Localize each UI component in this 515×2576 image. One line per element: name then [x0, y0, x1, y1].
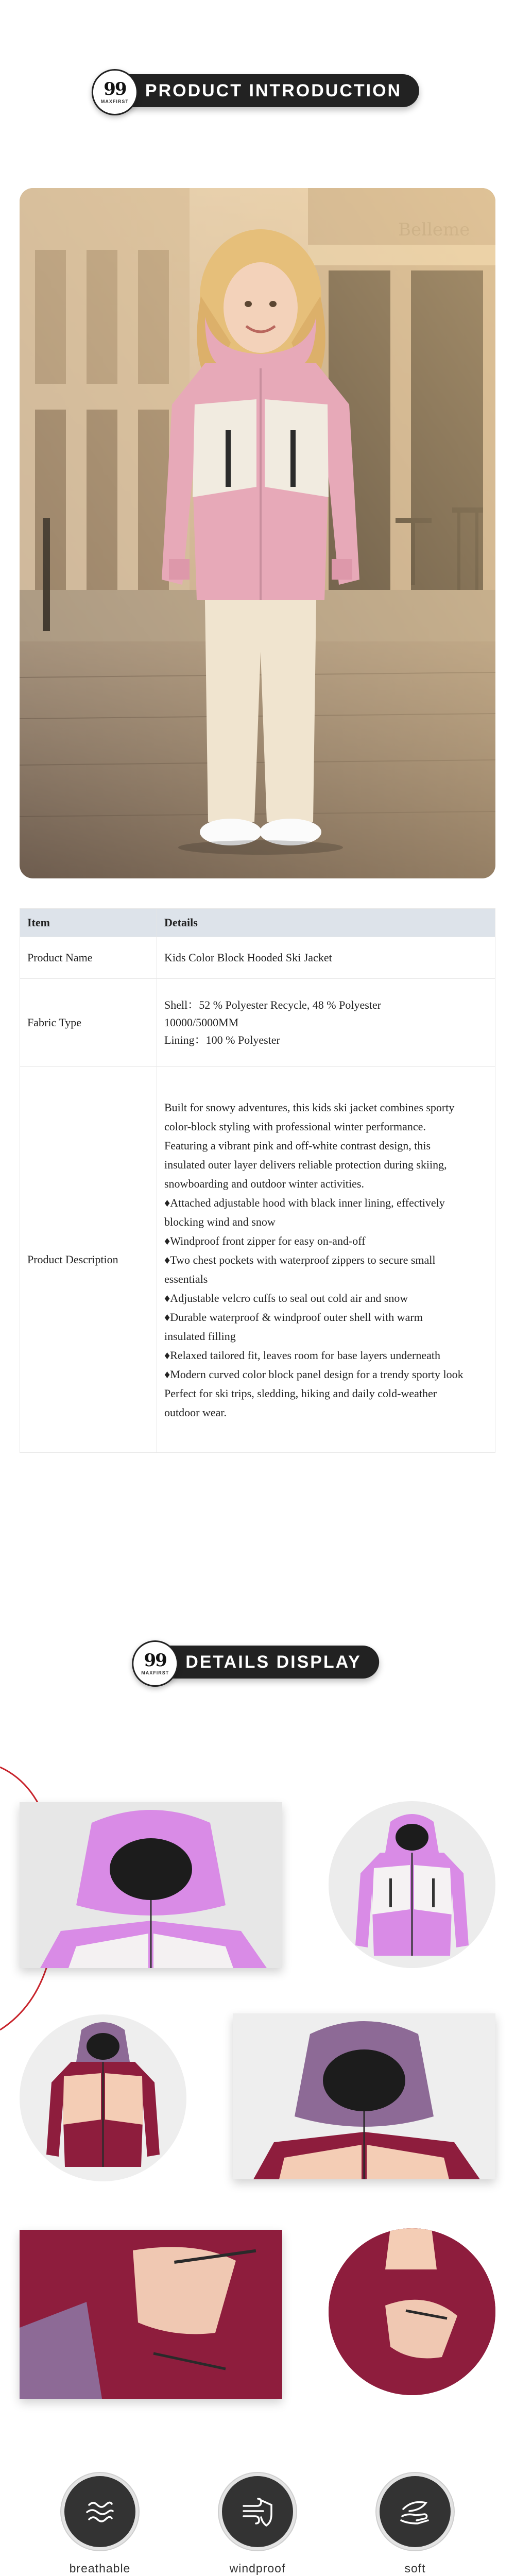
feature-windproof	[206, 2473, 309, 2575]
feature-label: breathable	[69, 2562, 131, 2575]
brand-logo-number: 99	[104, 79, 126, 99]
description-line: blocking wind and snow	[164, 1215, 276, 1228]
header-item: Item	[20, 909, 157, 937]
brand-logo-text: MAXFIRST	[100, 99, 129, 104]
section-badge-intro	[96, 72, 419, 109]
hero-illustration	[20, 188, 495, 878]
product-name-value: Kids Color Block Hooded Ski Jacket	[157, 937, 495, 979]
waves-icon	[61, 2473, 139, 2550]
brand-logo	[92, 69, 138, 115]
table-row-product-name	[20, 937, 495, 979]
feature-soft	[364, 2473, 467, 2575]
fabric-type-label: Fabric Type	[20, 979, 157, 1067]
description-line: ♦Windproof front zipper for easy on-and-off	[164, 1234, 366, 1247]
spec-table	[20, 908, 495, 1453]
description-line: snowboarding and outdoor winter activities.	[164, 1177, 364, 1190]
fabric-line: Lining：100 % Polyester	[164, 1033, 280, 1046]
detail-photo-lilac-jacket	[329, 1801, 495, 1968]
section-title-intro	[96, 74, 419, 107]
description-line: ♦Attached adjustable hood with black inner lining, effectively	[164, 1196, 445, 1209]
feature-label: soft	[404, 2562, 426, 2575]
detail-photo-pocket	[20, 2230, 282, 2399]
spec-table-header	[20, 909, 495, 937]
section-title-text: PRODUCT INTRODUCTION	[145, 80, 402, 100]
description-line: insulated outer layer delivers reliable protection during skiing,	[164, 1158, 447, 1171]
header-details: Details	[157, 909, 495, 937]
description-line: outdoor wear.	[164, 1405, 227, 1419]
wind-shield-icon	[219, 2473, 296, 2550]
fabric-type-value	[157, 979, 495, 1067]
section-badge-details	[136, 1643, 379, 1681]
detail-photo-burgundy-jacket	[20, 2014, 186, 2181]
detail-photo-lilac-hood	[20, 1802, 282, 1968]
product-name-label: Product Name	[20, 937, 157, 979]
fabric-line: Shell：52 % Polyester Recycle, 48 % Polyester	[164, 998, 381, 1011]
description-line: ♦Adjustable velcro cuffs to seal out cold air and snow	[164, 1291, 408, 1304]
feature-label: windproof	[229, 2562, 286, 2575]
detail-photo-cuff	[329, 2228, 495, 2395]
fabric-line: 10000/5000MM	[164, 1016, 239, 1029]
table-row-product-description	[20, 1067, 495, 1453]
section-title-details	[136, 1646, 379, 1679]
description-line: Built for snowy adventures, this kids ski jacket combines sporty	[164, 1100, 455, 1114]
hero-product-photo	[20, 188, 495, 878]
description-line: Perfect for ski trips, sledding, hiking and daily cold-weather	[164, 1386, 437, 1400]
detail-photo-purple-hood	[233, 2013, 495, 2179]
description-line: ♦Durable waterproof & windproof outer shell with warm	[164, 1310, 423, 1324]
soft-feather-hand-icon	[376, 2473, 454, 2550]
product-description-value	[157, 1067, 495, 1453]
feature-breathable	[48, 2473, 151, 2575]
description-line: ♦Two chest pockets with waterproof zippers to secure small	[164, 1253, 436, 1266]
description-line: insulated filling	[164, 1329, 236, 1343]
description-line: ♦Modern curved color block panel design for a trendy sporty look	[164, 1367, 464, 1381]
description-line: ♦Relaxed tailored fit, leaves room for base layers underneath	[164, 1348, 440, 1362]
brand-logo-text: MAXFIRST	[141, 1670, 169, 1675]
description-line: color-block styling with professional winter performance.	[164, 1120, 426, 1133]
description-line: essentials	[164, 1272, 208, 1285]
product-description-label: Product Description	[20, 1067, 157, 1453]
table-row-fabric-type	[20, 979, 495, 1067]
section-title-text: DETAILS DISPLAY	[185, 1652, 362, 1672]
description-line: Featuring a vibrant pink and off-white contrast design, this	[164, 1139, 431, 1152]
brand-logo-number: 99	[144, 1650, 166, 1671]
brand-logo	[132, 1640, 178, 1687]
